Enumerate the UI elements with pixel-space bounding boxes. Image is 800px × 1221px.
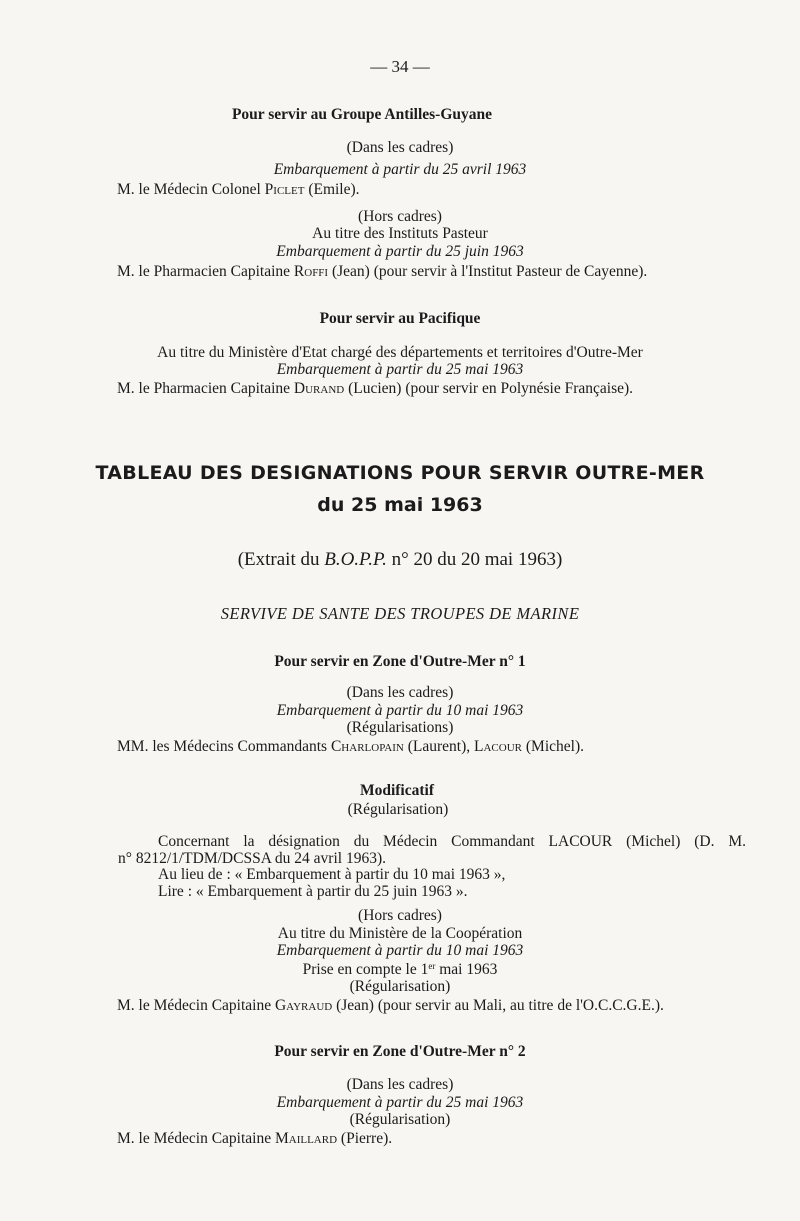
status-hors-cadres: (Hors cadres) <box>358 907 442 924</box>
section-heading-pacifique: Pour servir au Pacifique <box>319 310 481 327</box>
person-line-charlopain-lacour <box>117 738 584 756</box>
zone-2-heading: Pour servir en Zone d'Outre-Mer n° 2 <box>274 1043 526 1060</box>
page-number: — 34 — <box>370 57 430 76</box>
word: (D. <box>694 833 715 850</box>
person-line-durand <box>117 380 633 398</box>
extract-prefix: (Extrait du <box>237 549 325 570</box>
taken-sup: er <box>428 961 436 971</box>
concerning-line <box>158 833 746 851</box>
word: LACOUR <box>548 833 613 850</box>
embarkation-line: Embarquement à partir du 25 mai 1963 <box>276 1094 524 1111</box>
person-surname: Charlopain <box>330 738 404 755</box>
taken-prefix: Prise en compte le 1 <box>302 961 429 978</box>
word: (Michel) <box>626 833 681 850</box>
person-surname: Durand <box>293 380 345 397</box>
instead-of-line: Au lieu de : « Embarquement à partir du 10 mai 1963 », <box>158 866 506 883</box>
word: la <box>243 833 255 850</box>
regularisation-line: (Régularisation) <box>349 978 451 995</box>
person-line-roffi <box>117 263 647 281</box>
embarkation-line: Embarquement à partir du 25 juin 1963 <box>276 243 524 260</box>
regularisation-line: (Régularisation) <box>347 801 449 818</box>
person-prefix: M. le Pharmacien Capitaine <box>117 263 291 280</box>
concerning-line-2: n° 8212/1/TDM/DCSSA du 24 avril 1963). <box>118 850 386 867</box>
regularisation-line: (Régularisations) <box>346 719 454 736</box>
status-dans-les-cadres: (Dans les cadres) <box>346 1076 454 1093</box>
word: Médecin <box>383 833 438 850</box>
extract-suffix: n° 20 du 20 mai 1963) <box>386 549 563 570</box>
person-suffix: (Emile). <box>308 181 360 198</box>
person-suffix: (Jean) (pour servir à l'Institut Pasteur de Cayenne). <box>331 263 648 280</box>
title-line-pasteur: Au titre des Instituts Pasteur <box>312 225 488 242</box>
status-dans-les-cadres: (Dans les cadres) <box>346 139 454 156</box>
person-line-gayraud <box>117 997 664 1015</box>
zone-1-heading: Pour servir en Zone d'Outre-Mer n° 1 <box>274 653 526 670</box>
word: du <box>353 833 370 850</box>
extract-line <box>0 549 800 571</box>
persons-prefix: MM. les Médecins Commandants <box>117 738 328 755</box>
table-title: TABLEAU DES DESIGNATIONS POUR SERVIR OUTRE-MER <box>95 462 705 484</box>
status-hors-cadres: (Hors cadres) <box>358 208 442 225</box>
person-prefix: M. le Médecin Capitaine <box>117 1130 272 1147</box>
person-line-piclet <box>117 181 360 199</box>
person-suffix: (Lucien) (pour servir en Polynésie Française). <box>348 380 634 397</box>
section-heading-antilles-guyane: Pour servir au Groupe Antilles-Guyane <box>231 106 493 123</box>
person-surname: Roffi <box>293 263 329 280</box>
person-suffix: (Michel). <box>525 738 584 755</box>
person-prefix: M. le Pharmacien Capitaine <box>117 380 291 397</box>
person-surname: Piclet <box>264 181 305 198</box>
embarkation-line: Embarquement à partir du 10 mai 1963 <box>276 702 524 719</box>
embarkation-line: Embarquement à partir du 25 mai 1963 <box>276 361 524 378</box>
service-title: SERVIVE DE SANTE DES TROUPES DE MARINE <box>220 604 580 623</box>
title-line-ministere: Au titre du Ministère d'Etat chargé des départements et territoires d'Outre-Mer <box>157 344 643 361</box>
person-suffix: (Jean) (pour servir au Mali, au titre de l'O.C.C.G.E.). <box>336 997 664 1014</box>
person-surname: Gayraud <box>274 997 333 1014</box>
word: Commandant <box>451 833 535 850</box>
status-dans-les-cadres: (Dans les cadres) <box>346 684 454 701</box>
person-line-maillard <box>117 1130 392 1148</box>
taken-into-account-line <box>0 961 800 979</box>
word: Concernant <box>158 833 230 850</box>
person-surname: Maillard <box>274 1130 338 1147</box>
person-prefix: M. le Médecin Capitaine <box>117 997 272 1014</box>
modificatif-heading: Modificatif <box>359 782 435 799</box>
word: M. <box>728 833 746 850</box>
person-suffix: (Pierre). <box>340 1130 393 1147</box>
word: désignation <box>268 833 340 850</box>
person-surname: Lacour <box>474 738 522 755</box>
embarkation-line: Embarquement à partir du 25 avril 1963 <box>273 161 527 178</box>
table-date: du 25 mai 1963 <box>317 494 483 516</box>
title-line-cooperation: Au titre du Ministère de la Coopération <box>277 925 523 942</box>
extract-source: B.O.P.P. <box>324 549 387 570</box>
person-prefix: M. le Médecin Colonel <box>117 181 261 198</box>
read-line: Lire : « Embarquement à partir du 25 juin 1963 ». <box>158 883 468 900</box>
person-firstname: (Laurent), <box>407 738 471 755</box>
regularisation-line: (Régularisation) <box>349 1111 451 1128</box>
embarkation-line: Embarquement à partir du 10 mai 1963 <box>276 942 524 959</box>
taken-suffix: mai 1963 <box>435 961 498 978</box>
